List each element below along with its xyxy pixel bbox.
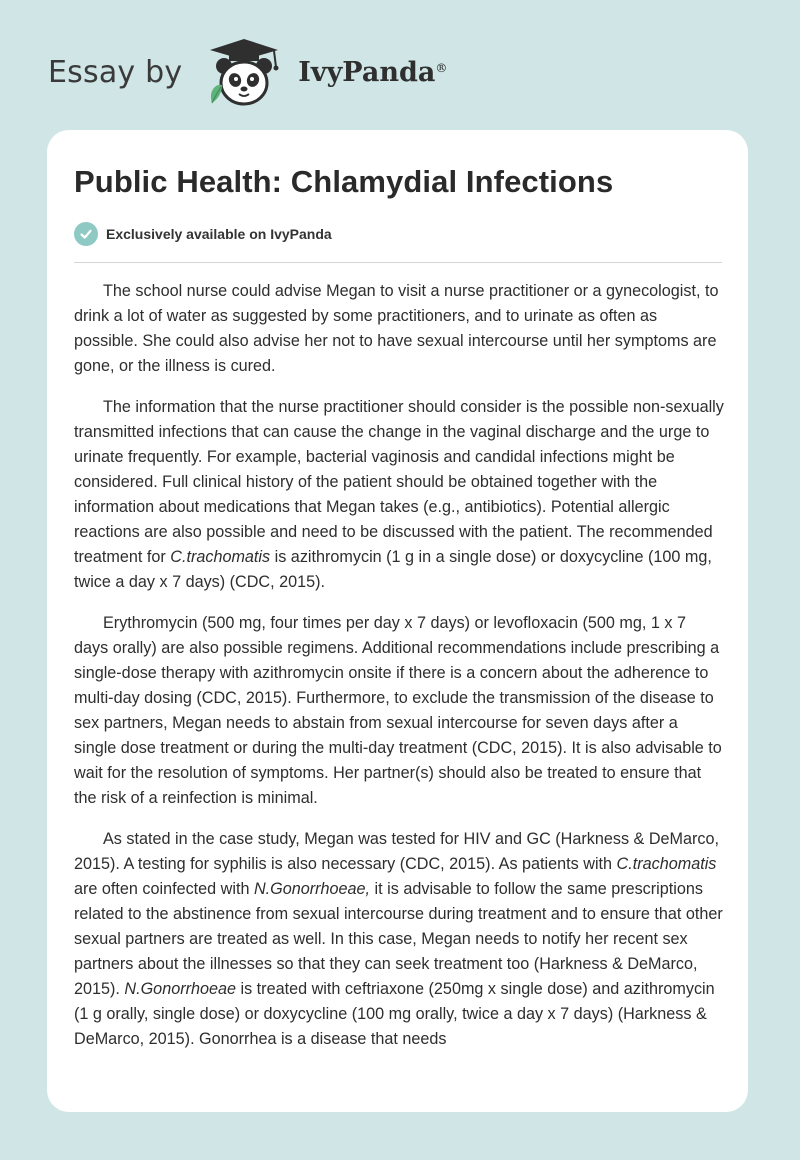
italic-term: C.trachomatis <box>170 548 271 566</box>
trademark-symbol: ® <box>435 60 448 75</box>
essay-paragraph <box>74 611 724 811</box>
panda-graduate-icon <box>196 33 292 111</box>
italic-term: N.Gonorrhoeae <box>124 980 236 998</box>
paragraph-text: are often coinfected with <box>74 880 254 898</box>
essay-paragraph <box>74 279 724 379</box>
exclusive-label: Exclusively available on IvyPanda <box>106 226 332 242</box>
italic-term: C.trachomatis <box>616 855 717 873</box>
title-divider <box>74 262 722 263</box>
exclusive-badge <box>74 222 332 246</box>
paragraph-text: The school nurse could advise Megan to visit a nurse practitioner or a gynecologist, to drink a lot of water as suggested by some practitioners, and to urinate as often as possible. She could also advise her not to have sexual intercourse until her symptoms are gone, or the illness is cured. <box>74 282 719 375</box>
paragraph-text: The information that the nurse practitioner should consider is the possible non-sexually transmitted infections that can cause the change in the vaginal discharge and the urge to urinate frequently. For example, bacterial vaginosis and candidal infections might be considered. Full clinical history of the patient should be obtained together with the information about medications that Megan takes (e.g., antibiotics). Potential allergic reactions are also possible and need to be discussed with the patient. The recommended treatment for <box>74 398 724 566</box>
paragraph-text: As stated in the case study, Megan was tested for HIV and GC (Harkness & DeMarco, 2015). A testing for syphilis is also necessary (CDC, 2015). As patients with <box>74 830 719 873</box>
italic-term: N.Gonorrhoeae, <box>253 880 371 898</box>
paragraph-text: Erythromycin (500 mg, four times per day x 7 days) or levofloxacin (500 mg, 1 x 7 days orally) are also possible regimens. Additional recommendations include prescribing a single-dose therapy with azithromycin onsite if there is a concern about the adherence to multi-day dosing (CDC, 2015). Furthermore, to exclude the transmission of the disease to sex partners, Megan needs to abstain from sexual intercourse for seven days after a single dose treatment or during the multi-day treatment (CDC, 2015). It is also advisable to wait for the resolution of symptoms. Her partner(s) should also be treated to ensure that the risk of a reinfection is minimal. <box>74 614 722 807</box>
paragraph-text: it is advisable to follow the same prescriptions related to the abstinence from sexual intercourse during treatment and to ensure that other sexual partners are treated as well. In this case, Megan needs to notify her recent sex partners about the illnesses so that they can seek treatment too (Harkness & DeMarco, 2015). <box>74 880 723 998</box>
site-logo[interactable] <box>48 32 447 112</box>
essay-body <box>74 279 724 1068</box>
paragraph-text: is treated with ceftriaxone (250mg x single dose) and azithromycin (1 g orally, single dose) or doxycycline (100 mg orally, twice a day x 7 days) (Harkness & DeMarco, 2015). Gonorrhea is a disease that needs <box>74 980 715 1048</box>
essay-paragraph <box>74 395 724 595</box>
essay-by-label: Essay by <box>48 54 183 90</box>
page-title: Public Health: Chlamydial Infections <box>74 164 614 199</box>
brand-name-text: IvyPanda <box>298 56 436 88</box>
brand-name <box>298 57 447 88</box>
paragraph-text: is azithromycin (1 g in a single dose) or doxycycline (100 mg, twice a day x 7 days) (CDC, 2015). <box>74 548 712 591</box>
essay-card <box>47 130 748 1112</box>
check-icon <box>74 222 98 246</box>
essay-paragraph <box>74 827 724 1052</box>
